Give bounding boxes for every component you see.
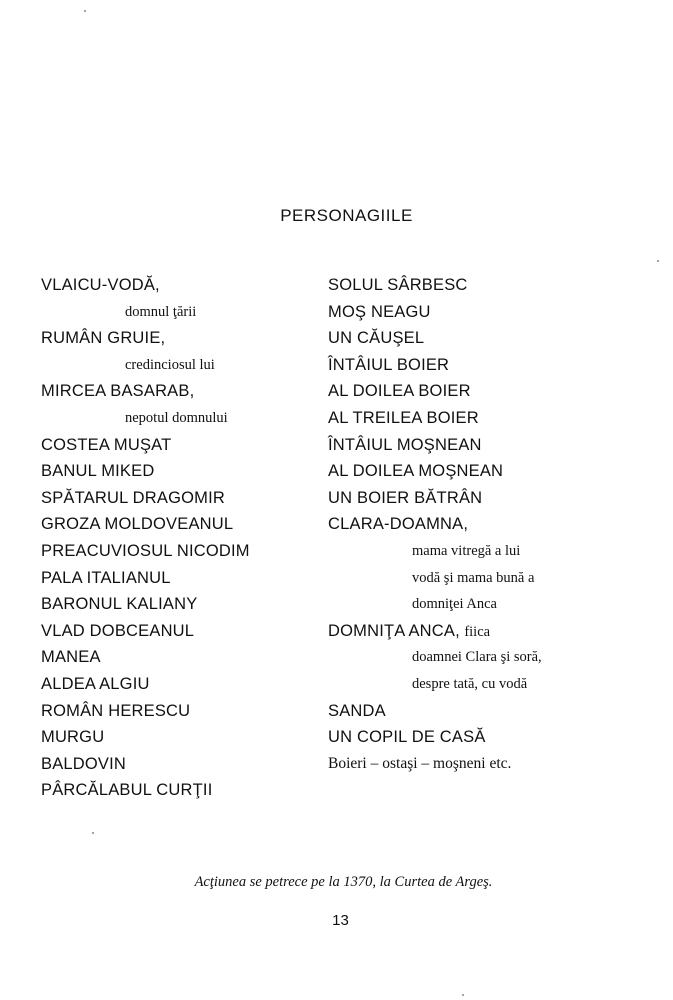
character-name: PALA ITALIANUL [41,568,171,587]
character-description: domnul ţării [125,303,197,320]
page-title: PERSONAGIILE [280,206,413,225]
scan-speck [84,10,86,12]
character-name: VLAD DOBCEANUL [41,621,195,640]
character-name: VLAICU-VODĂ, [41,276,160,294]
character-name: UN BOIER BĂTRÂN [328,488,483,507]
character-name: UN COPIL DE CASĂ [328,728,486,747]
character-description: vodă şi mama bună a [412,569,535,586]
character-description: fiica [464,623,491,640]
character-name: MANEA [41,648,101,667]
character-name: MOŞ NEAGU [328,302,431,321]
page-number: 13 [332,912,349,929]
character-description: mama vitregă a lui [412,542,521,559]
character-name: SANDA [328,701,386,720]
cast-list-left [41,272,311,804]
character-name: BALDOVIN [41,754,127,773]
character-name: AL TREILEA BOIER [328,408,479,427]
character-name: CLARA-DOAMNA, [328,515,469,534]
character-name: GROZA MOLDOVEANUL [41,515,234,534]
character-name: BARONUL KALIANY [41,595,198,614]
cast-list-right [328,272,618,777]
character-entry [328,618,618,645]
character-name: BANUL MIKED [41,462,155,481]
character-name: ALDEA ALGIU [41,674,150,693]
character-name: UN CĂUŞEL [328,329,425,348]
character-name: PREACUVIOSUL NICODIM [41,541,250,560]
character-description: credinciosul lui [125,356,215,373]
character-description: despre tată, cu vodă [412,675,528,692]
character-name: ÎNTÂIUL BOIER [328,355,450,374]
character-name: AL DOILEA BOIER [328,382,471,401]
character-name: SOLUL SÂRBESC [328,276,468,294]
character-description: doamnei Clara şi soră, [412,649,542,666]
character-name: MIRCEA BASARAB, [41,382,195,401]
character-name: COSTEA MUŞAT [41,435,172,454]
character-name: DOMNIŢA ANCA, [328,621,460,640]
extras-line: Boieri – ostaşi – moşneni etc. [328,754,512,772]
character-name: PÂRCĂLABUL CURŢII [41,781,213,800]
character-name: RUMÂN GRUIE, [41,329,166,348]
character-name: MURGU [41,728,105,747]
character-name: ROMÂN HERESCU [41,701,191,720]
character-name: ÎNTÂIUL MOŞNEAN [328,435,482,454]
character-name: SPĂTARUL DRAGOMIR [41,488,226,507]
scan-speck [92,832,94,834]
scan-speck [462,994,464,996]
character-name: AL DOILEA MOŞNEAN [328,462,504,481]
scan-speck [657,260,659,262]
setting-note: Acţiunea se petrece pe la 1370, la Curtea de Argeş. [194,874,493,890]
character-description: nepotul domnului [125,409,228,426]
character-description: domniţei Anca [412,596,497,613]
